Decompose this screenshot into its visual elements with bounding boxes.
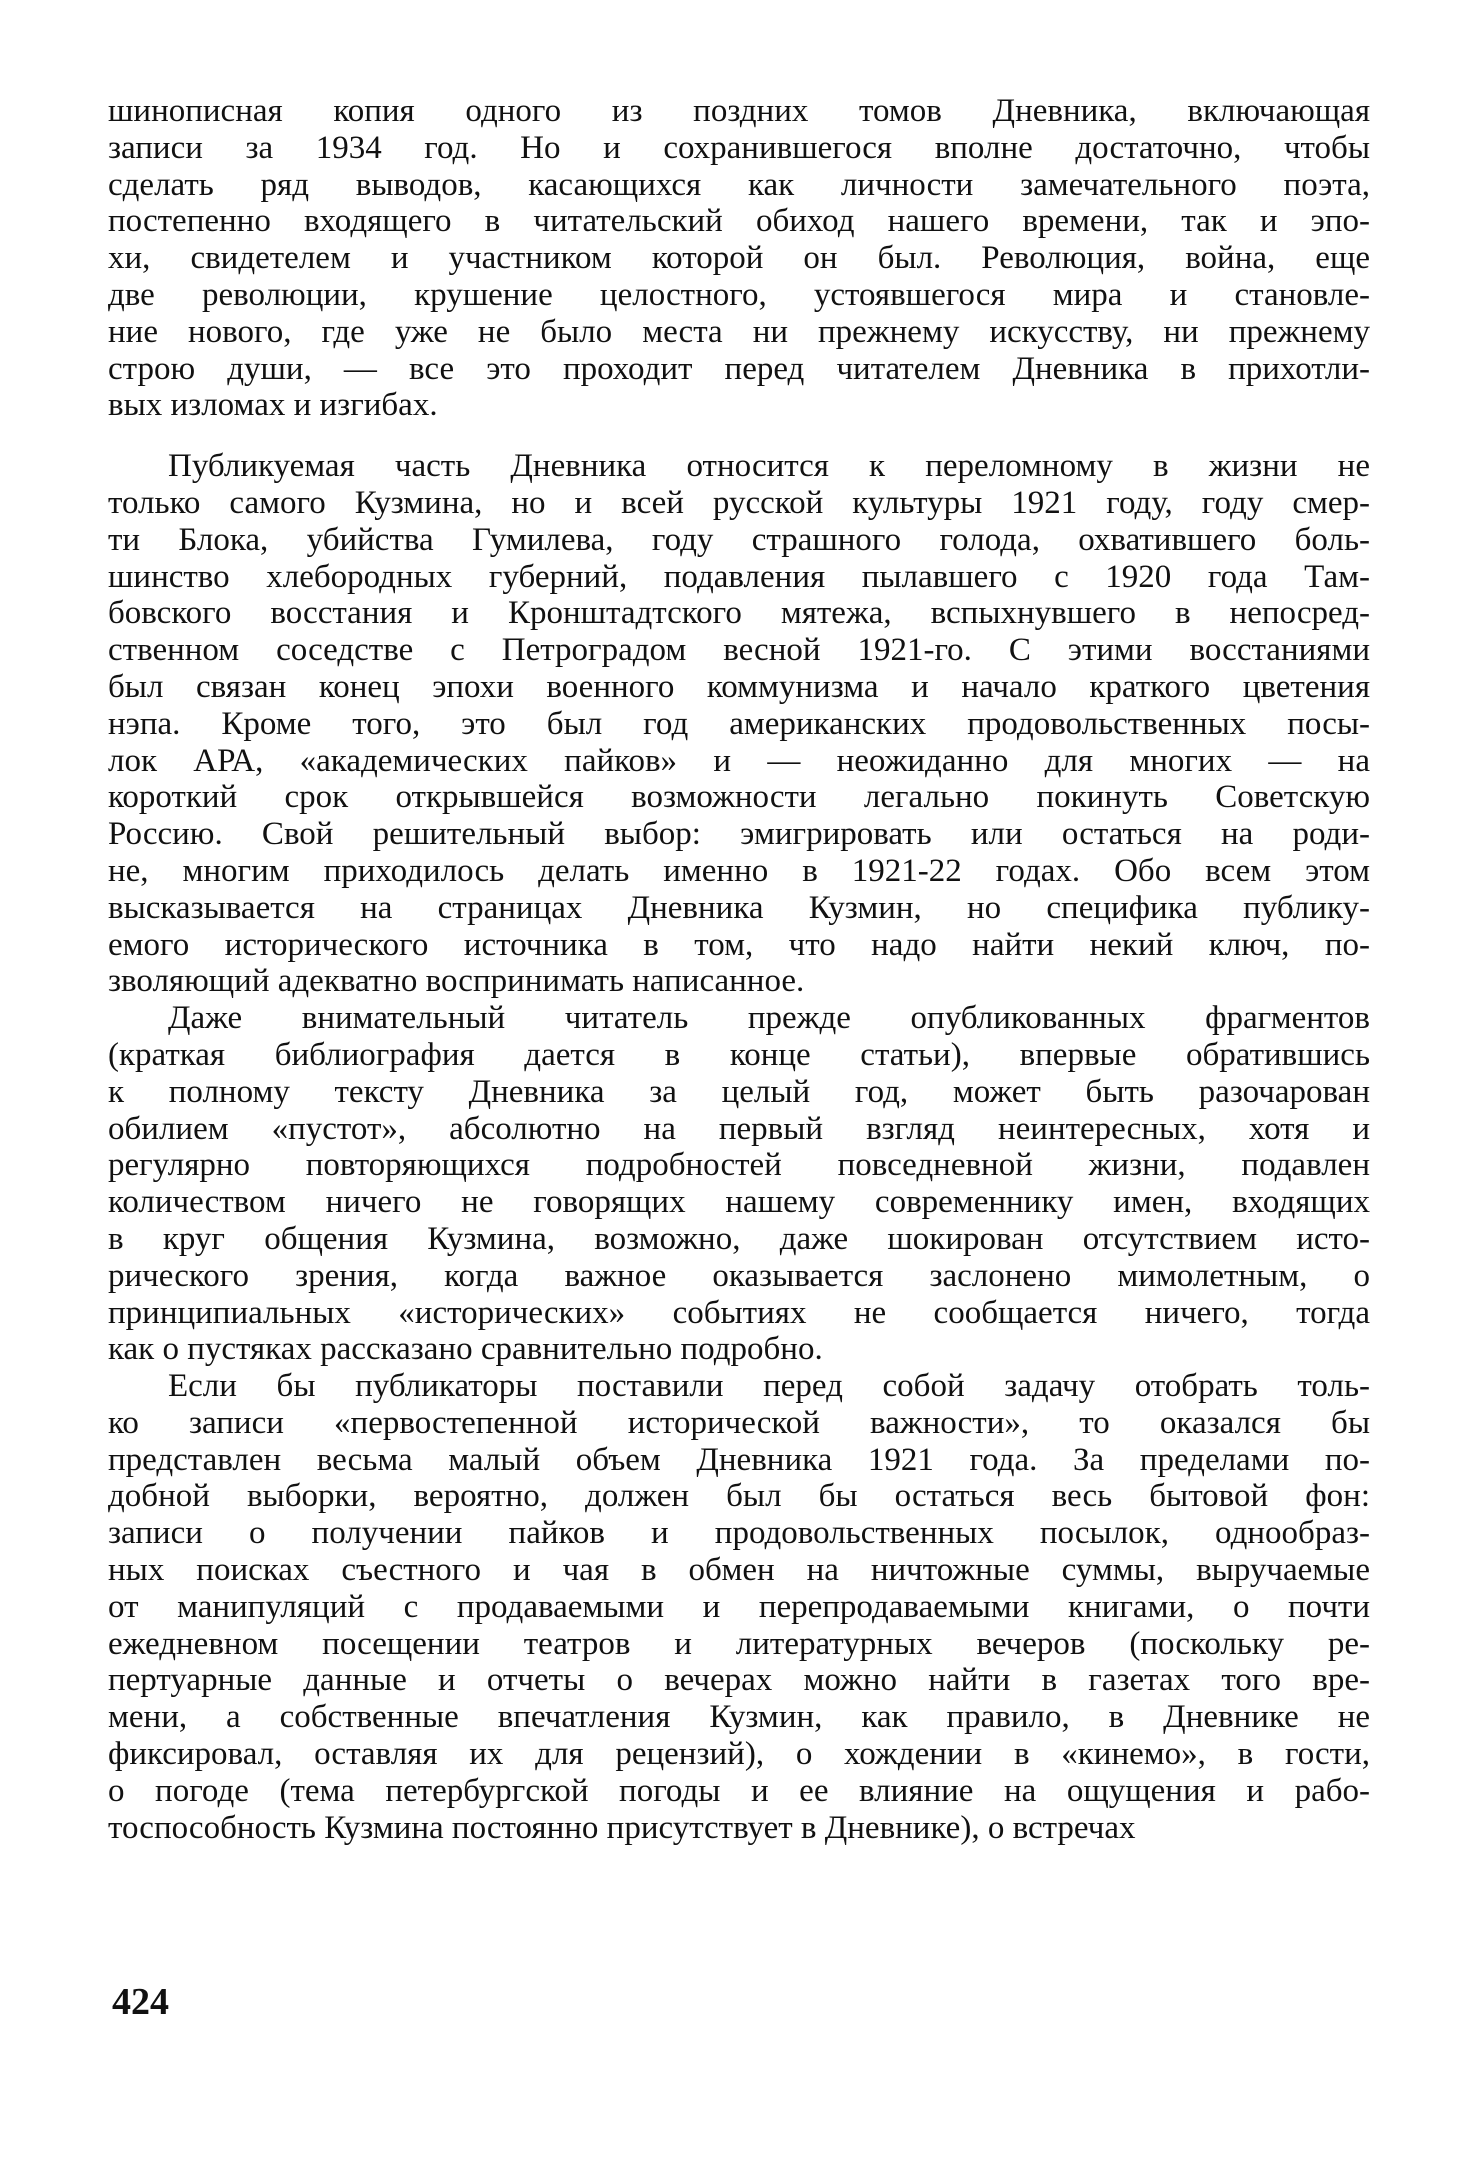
text-line: (краткая библиография дается в конце статьи), впервые обратившись <box>108 1036 1370 1073</box>
text-line: о погоде (тема петербургской погоды и ее влияние на ощущения и рабо- <box>108 1772 1370 1809</box>
text-line: ние нового, где уже не было места ни прежнему искусству, ни прежнему <box>108 313 1370 350</box>
text-line: фиксировал, оставляя их для рецензий), о хождении в «кинемо», в гости, <box>108 1736 1370 1773</box>
text-line: строю души, — все это проходит перед читателем Дневника в прихотли- <box>108 350 1370 387</box>
text-line: тоспособность Кузмина постоянно присутствует в Дневнике), о встречах <box>108 1809 1136 1846</box>
text-line: шинство хлебородных губерний, подавления пылавшего с 1920 года Там- <box>108 558 1370 595</box>
text-line: бовского восстания и Кронштадтского мятежа, вспыхнувшего в непосред- <box>108 595 1370 632</box>
text-line: от манипуляций с продаваемыми и перепродаваемыми книгами, о почти <box>108 1588 1370 1625</box>
text-line: к полному тексту Дневника за целый год, может быть разочарован <box>108 1073 1370 1110</box>
text-line: только самого Кузмина, но и всей русской культуры 1921 году, году смер- <box>108 484 1370 521</box>
text-line: ти Блока, убийства Гумилева, году страшного голода, охватившего боль- <box>108 521 1370 558</box>
text-line: высказывается на страницах Дневника Кузмин, но специфика публику- <box>108 889 1370 926</box>
text-line: ко записи «первостепенной исторической важности», то оказался бы <box>108 1404 1370 1441</box>
text-line: Россию. Свой решительный выбор: эмигрировать или остаться на роди- <box>108 816 1370 853</box>
text-line: ежедневном посещении театров и литературных вечеров (поскольку ре- <box>108 1625 1370 1662</box>
text-line: регулярно повторяющихся подробностей повседневной жизни, подавлен <box>108 1147 1370 1184</box>
paragraph-gap <box>108 424 1370 448</box>
text-line: лок АРА, «академических пайков» и — неожиданно для многих — на <box>108 742 1370 779</box>
text-line: нэпа. Кроме того, это был год американских продовольственных посы- <box>108 705 1370 742</box>
text-line: представлен весьма малый объем Дневника 1921 года. За пределами по- <box>108 1441 1370 1478</box>
text-line: вых изломах и изгибах. <box>108 387 438 424</box>
text-line: две революции, крушение целостного, устоявшегося мира и становле- <box>108 276 1370 313</box>
text-line: количеством ничего не говорящих нашему современнику имен, входящих <box>108 1184 1370 1221</box>
text-line: не, многим приходилось делать именно в 1921-22 годах. Обо всем этом <box>108 852 1370 889</box>
page-number: 424 <box>112 1981 169 2023</box>
text-line: емого исторического источника в том, что надо найти некий ключ, по- <box>108 926 1370 963</box>
text-line: ных поисках съестного и чая в обмен на ничтожные суммы, выручаемые <box>108 1552 1370 1589</box>
paragraph <box>108 93 1370 424</box>
text-line: мени, а собственные впечатления Кузмин, как правило, в Дневнике не <box>108 1699 1370 1736</box>
text-line: записи за 1934 год. Но и сохранившегося вполне достаточно, чтобы <box>108 129 1370 166</box>
text-line: зволяющий адекватно воспринимать написанное. <box>108 963 805 1000</box>
text-line: добной выборки, вероятно, должен был бы остаться весь бытовой фон: <box>108 1478 1370 1515</box>
text-line: шинописная копия одного из поздних томов Дневника, включающая <box>108 93 1370 129</box>
text-line: Публикуемая часть Дневника относится к переломному в жизни не <box>168 448 1370 485</box>
text-line: хи, свидетелем и участником которой он был. Революция, война, еще <box>108 240 1370 277</box>
text-line: записи о получении пайков и продовольственных посылок, однообраз- <box>108 1515 1370 1552</box>
text-line: как о пустяках рассказано сравнительно подробно. <box>108 1331 823 1368</box>
text-line: постепенно входящего в читательский обиход нашего времени, так и эпо- <box>108 203 1370 240</box>
paragraph <box>108 1368 1370 1846</box>
text-line: короткий срок открывшейся возможности легально покинуть Советскую <box>108 779 1370 816</box>
text-line: был связан конец эпохи военного коммунизма и начало краткого цветения <box>108 668 1370 705</box>
text-line: ственном соседстве с Петроградом весной 1921-го. С этими восстаниями <box>108 632 1370 669</box>
text-line: пертуарные данные и отчеты о вечерах можно найти в газетах того вре- <box>108 1662 1370 1699</box>
text-line: в круг общения Кузмина, возможно, даже шокирован отсутствием исто- <box>108 1220 1370 1257</box>
paragraph <box>108 448 1370 1000</box>
text-line: Даже внимательный читатель прежде опубликованных фрагментов <box>168 1000 1370 1037</box>
text-line: сделать ряд выводов, касающихся как личности замечательного поэта, <box>108 166 1370 203</box>
paragraph <box>108 1000 1370 1368</box>
body-text <box>108 93 1370 1846</box>
text-line: рического зрения, когда важное оказывается заслонено мимолетным, о <box>108 1257 1370 1294</box>
text-line: Если бы публикаторы поставили перед собой задачу отобрать толь- <box>168 1368 1370 1405</box>
text-line: обилием «пустот», абсолютно на первый взгляд неинтересных, хотя и <box>108 1110 1370 1147</box>
text-line: принципиальных «исторических» событиях не сообщается ничего, тогда <box>108 1294 1370 1331</box>
